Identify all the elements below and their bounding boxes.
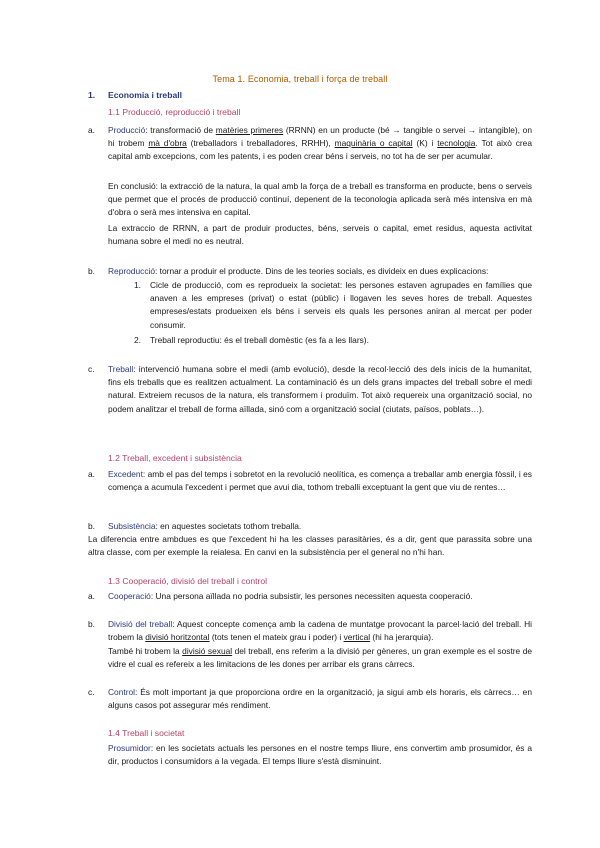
underlined-term: divisió sexual [182, 646, 233, 656]
list-marker: c. [88, 364, 95, 374]
subsection-heading-1-4: 1.4 Treball i societat [108, 728, 185, 738]
text: : amb el pas del temps i sobretot en la revolució neolítica, es comença a treballar amb energia fòssil, i es comença a acumula l'excedent i permet que avui dia, tothom treballi exceptuant la gent que viu de rentes… [108, 469, 532, 493]
term: Cooperació [108, 591, 151, 601]
text: : en aquestes societats tothom treballa. [155, 521, 302, 531]
text: : tornar a produir el producte. Dins de les teories socials, es divideix en dues explicacions: [155, 266, 489, 276]
paragraph-divisio-sexual [108, 645, 532, 671]
term: Subsistència [108, 521, 156, 531]
paragraph-extraccio: La extraccio de RRNN, a part de produir productes, béns, serveis o capital, emet residus, aquesta activitat humana sobre el medi no es neutral. [108, 223, 532, 247]
text: : transformació de [145, 125, 216, 135]
underlined-term: mà d'obra [148, 138, 187, 149]
text: : intervenció humana sobre el medi (amb evolució), desde la recol·lecció des dels inicis de la humanitat, fins els treballs que es realitzen actualment. La contaminació és un dels grans impactes del treball sobre el medi natural. Extreiem recusos de la natura, els transformem i produïm. Tot això requereix una organització social, no podem analitzar el treball de forma aïllada, sinó com a organització social (ciutats, països, poblats…). [108, 364, 532, 414]
term: Reproducció [108, 266, 156, 276]
paragraph-cooperacio [108, 590, 532, 603]
paragraph-excedent [108, 468, 532, 494]
text: (hi ha jerarquia). [370, 632, 434, 643]
underlined-term: maquinària o capital [334, 138, 413, 149]
sublist-number: 1. [134, 280, 141, 290]
paragraph-subsistencia [108, 520, 532, 533]
term: Prosumidor [108, 743, 151, 753]
text: (K) i [412, 138, 438, 149]
paragraph-reproduccio [108, 265, 532, 278]
term: Divisió del treball [108, 619, 173, 629]
section-heading: Economia i treball [108, 90, 183, 100]
list-marker: b. [88, 521, 95, 531]
subsection-heading-1-2: 1.2 Treball, excedent i subsistència [108, 453, 242, 463]
paragraph-conclusio: En conclusió: la extracció de la natura, la qual amb la força de a treball es transforma en producte, bens o serveis que permet que el procés de producció continuí, depenent de la teconologia aplicada serà més intensiva en mà d'obra o serà mes intensiva en capital. [108, 181, 532, 218]
underlined-term: matèries primeres [215, 125, 284, 135]
subsection-heading-1-1: 1.1 Producció, reproducció i treball [108, 107, 241, 117]
list-marker: a. [88, 591, 95, 601]
underlined-term: tecnologia [437, 138, 476, 149]
term: Control [108, 687, 135, 697]
list-marker: b. [88, 266, 95, 276]
paragraph-prosumidor [108, 742, 532, 768]
sublist-item: Cicle de producció, com es reprodueix la societat: les persones estaven agrupades en famílies que anaven a les empreses (privat) o estat (públic) i llogaven les seves hores de treball. Aquestes empreses/estats produeixen els béns i serveis els quals les persones aniran al mercat per poder consumir. [150, 280, 532, 330]
underlined-term: vertical [343, 632, 371, 643]
text: També hi trobem la [108, 646, 183, 656]
text: : Una persona aïllada no podria subsistir, les persones necessiten aquesta cooperació. [150, 591, 473, 601]
list-marker: c. [88, 687, 95, 697]
term: Producció [108, 125, 146, 135]
paragraph-produccio [108, 124, 532, 164]
document-title: Tema 1. Economia, treball i força de treball [212, 74, 388, 84]
sublist-number: 2. [134, 335, 141, 345]
text: (tots tenen el mateix grau i poder) i [209, 632, 344, 643]
paragraph-control [108, 686, 532, 712]
text: (RRNN) en un producte (bé → tangible o servei → intangible), on hi trobem [108, 125, 532, 149]
section-number: 1. [88, 90, 96, 100]
underlined-term: divisió horitzontal [145, 632, 210, 643]
subsection-heading-1-3: 1.3 Cooperació, divisió del treball i control [108, 576, 268, 586]
text: : en les societats actuals les persones en el nostre temps lliure, ens convertim amb prosumidor, és a dir, productos i consumidors a la vegada. El temps lliure s'està disminuint. [108, 743, 532, 767]
text: . Tot això crea capital amb excepcions, com les patents, i es poden crear béns i serveis, no tot ha de ser per acumular. [108, 138, 532, 162]
paragraph-treball [108, 363, 532, 416]
term: Treball [108, 364, 134, 374]
paragraph-divisio [108, 618, 532, 644]
list-marker: a. [88, 469, 95, 479]
text: : Aquest concepte comença amb la cadena de muntatge provocant la parcel·lació del treball. Hi trobem la [108, 619, 532, 643]
term: Excedent [108, 469, 143, 479]
text: : És molt important ja que proporciona ordre en la organització, ja sigui amb els horaris, els càrrecs… en alguns casos pot assegurar més rendiment. [108, 687, 532, 711]
text: del treball, ens referim a la divisió per gèneres, un gran exemple es el sostre de vidre el cual es refereix a les limitacions de les dones per arribar els grans càrrecs. [108, 646, 533, 670]
sublist-item: Treball reproductiu: és el treball domèstic (es fa a les llars). [150, 335, 369, 345]
list-marker: a. [88, 125, 95, 135]
text: (treballadors i treballadores, RRHH), [186, 138, 335, 149]
list-marker: b. [88, 619, 95, 629]
paragraph-diferencia: La diferencia entre ambdues es que l'excedent hi ha les classes parasitàries, és a dir, gent que parassita sobre una altra classe, com per exemple la reialesa. En canvi en la subsistència per el general no n'hi han. [88, 534, 532, 558]
